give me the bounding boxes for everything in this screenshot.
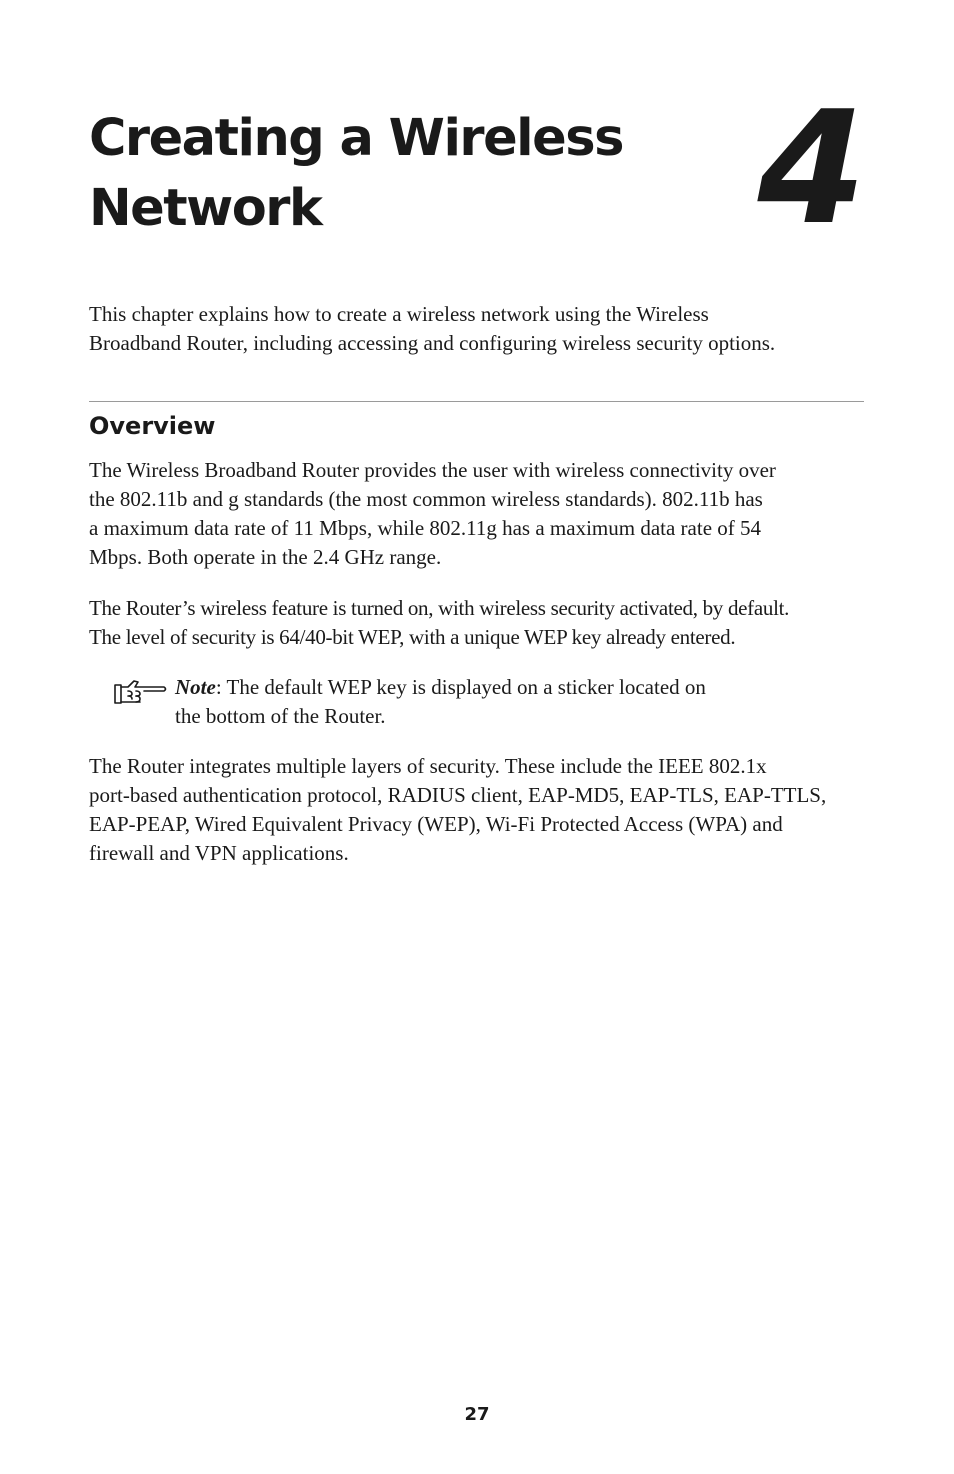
page-number: 27 bbox=[464, 1404, 490, 1425]
paragraph-line: The level of security is 64/40-bit WEP, with a unique WEP key already entered. bbox=[89, 625, 736, 649]
intro-line: This chapter explains how to create a wireless network using the Wireless bbox=[89, 302, 709, 326]
paragraph-line: The Wireless Broadband Router provides the user with wireless connectivity over bbox=[89, 458, 776, 482]
note-text bbox=[175, 673, 775, 731]
paragraph-line: The Router integrates multiple layers of security. These include the IEEE 802.1x bbox=[89, 754, 767, 778]
overview-paragraph-3 bbox=[89, 752, 864, 868]
intro-line: Broadband Router, including accessing and configuring wireless security options. bbox=[89, 331, 776, 355]
chapter-title-line-1: Creating a Wireless bbox=[89, 109, 623, 168]
paragraph-line: a maximum data rate of 11 Mbps, while 802.11g has a maximum data rate of 54 bbox=[89, 516, 762, 540]
overview-heading: Overview bbox=[89, 412, 216, 440]
note-line: the bottom of the Router. bbox=[175, 704, 386, 728]
chapter-title-line-2: Network bbox=[89, 179, 322, 238]
paragraph-line: Mbps. Both operate in the 2.4 GHz range. bbox=[89, 545, 442, 569]
section-divider bbox=[89, 401, 864, 402]
note-line: : The default WEP key is displayed on a sticker located on bbox=[215, 675, 706, 699]
chapter-title bbox=[89, 104, 729, 244]
chapter-number: 4 bbox=[757, 77, 862, 259]
overview-paragraph-1 bbox=[89, 456, 864, 572]
paragraph-line: The Router’s wireless feature is turned on, with wireless security activated, by default. bbox=[89, 596, 790, 620]
paragraph-line: the 802.11b and g standards (the most common wireless standards). 802.11b has bbox=[89, 487, 763, 511]
paragraph-line: firewall and VPN applications. bbox=[89, 841, 349, 865]
overview-paragraph-2 bbox=[89, 594, 864, 652]
chapter-intro bbox=[89, 300, 869, 358]
pointing-hand-icon bbox=[114, 677, 168, 709]
note-label: Note bbox=[175, 675, 216, 699]
paragraph-line: EAP-PEAP, Wired Equivalent Privacy (WEP), Wi-Fi Protected Access (WPA) and bbox=[89, 812, 783, 836]
paragraph-line: port-based authentication protocol, RADIUS client, EAP-MD5, EAP-TLS, EAP-TTLS, bbox=[89, 783, 827, 807]
